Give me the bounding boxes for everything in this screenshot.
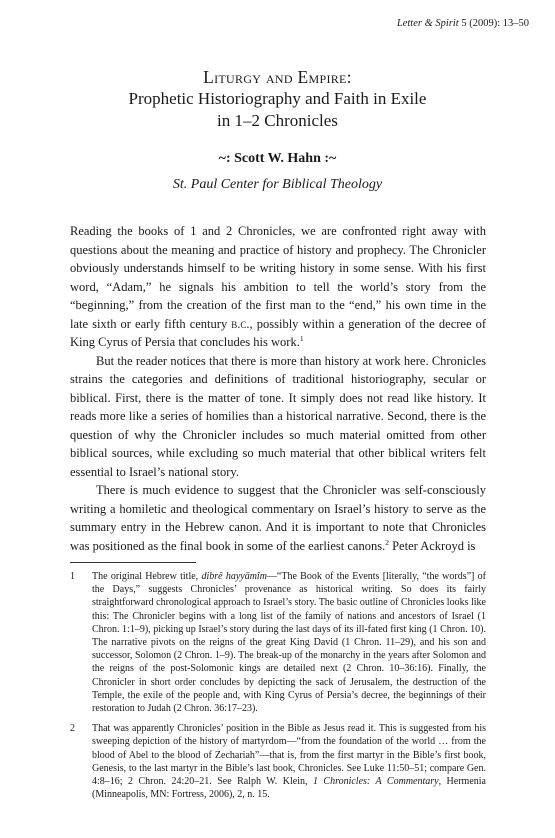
article-subtitle-line-1: Prophetic Historiography and Faith in Exile: [128, 89, 427, 108]
paragraph-1-text-a: Reading the books of 1 and 2 Chronicles, we are confronted right away with questions about the meaning and practice of history and prophecy. The Chronicler obviously understands himself to be writing history in some sense. With his first word, “Adam,” he signals his ambition to tell the world’s story from the “beginning,” from the creation of the first man to the “end,” his own time in the late sixth or early fifth century: [70, 224, 486, 331]
footnote-2: [70, 722, 486, 801]
era-abbreviation: b.c.: [231, 316, 250, 331]
paragraph-1: [70, 222, 486, 352]
footnote-text: , Hermenia (Minneapolis, MN: Fortress, 2006), 2, n. 15.: [92, 776, 486, 801]
paragraph-1-text-b: , possibly within a generation of the decree of King Cyrus of Persia that concludes his work.: [70, 316, 486, 349]
paragraph-3: [70, 481, 486, 555]
footnote-1: [70, 570, 486, 715]
footnote-italic: dibrê hayyāmîm: [201, 571, 267, 582]
footnote-text: That was apparently Chronicles’ position in the Bible as Jesus read it. This is suggested from his sweeping depiction of the history of martyrdom—“from the foundation of the world … from the blood of Abel to the blood of Zechariah”—that is, from the first martyr in the Bible’s first book, Genesis, to the last martyr in the Bible’s last book, Chronicles. See Luke 11:50–51; compare Gen. 4:8–16; 2 Chron. 24:20–21. See Ralph W. Klein,: [92, 723, 486, 788]
running-header: [397, 18, 529, 29]
volume-info: 5 (2009): 13–50: [461, 18, 529, 29]
paragraph-3-text-a: There is much evidence to suggest that the Chronicler was self-consciously writing a homiletic and theological commentary on Israel’s history to serve as the summary entry in the Hebrew canon. And it is important to note that Chronicles was positioned as the final book in some of the earliest canons.: [70, 483, 486, 553]
author-name: ~: Scott W. Hahn :~: [218, 151, 337, 166]
footnote-text: —“The Book of the Events [literally, “the words”] of the Days,” suggests Chronicles’ provenance as historical writing. So does its fairly straightforward chronological approach to Israel’s story. The basic outline of Chronicles looks like this: The Chronicler begins with a long list of the family of nations and ancestors of Israel (1 Chron. 1:1–9), picking up Israel’s story during the last days of its ill-fated first king (1 Chron. 10). The narrative pivots on the reigns of the great King David (1 Chron. 11–29), and his son and successor, Solomon (2 Chron. 1–9). The break-up of the monarchy in the years after Solomon and the reigns of the post-Solomonic kings are detailed next (2 Chron. 10–36:16). Finally, the Chronicler in short order concludes by depicting the sack of Jerusalem, the destruction of the Temple, the exile of the people and, with King Cyrus of Persia’s decree, the beginnings of their restoration to Judah (2 Chron. 36:17–23).: [92, 571, 486, 715]
footnote-text: The original Hebrew title,: [92, 571, 202, 582]
footnotes: [70, 570, 486, 808]
journal-name: Letter & Spirit: [396, 18, 459, 29]
footnote-ref-1[interactable]: 1: [299, 333, 304, 343]
footnote-ref-2[interactable]: 2: [385, 537, 389, 547]
author-affiliation: St. Paul Center for Biblical Theology: [172, 177, 383, 192]
title-block: [0, 66, 555, 132]
article-title: Liturgy and Empire:: [203, 67, 352, 87]
paragraph-3-text-b: Peter Ackroyd is: [388, 538, 476, 553]
article-subtitle-line-2: in 1–2 Chronicles: [217, 111, 338, 130]
footnote-divider: [70, 562, 196, 563]
article-body: [70, 222, 486, 555]
footnote-italic: 1 Chronicles: A Commentary: [312, 776, 439, 788]
footnote-number: 2: [70, 723, 75, 735]
paragraph-2: But the reader notices that there is more than history at work here. Chronicles strains the categories and definitions of traditional historiography, secular or biblical. First, there is the matter of tone. It simply does not read like history. It reads more like a series of homilies than a historical narrative. Second, there is the question of why the Chronicler includes so much material omitted from other biblical sources, while excluding so much material that other biblical writers felt essential to Israel’s national story.: [70, 353, 486, 479]
footnote-number: 1: [70, 571, 75, 582]
